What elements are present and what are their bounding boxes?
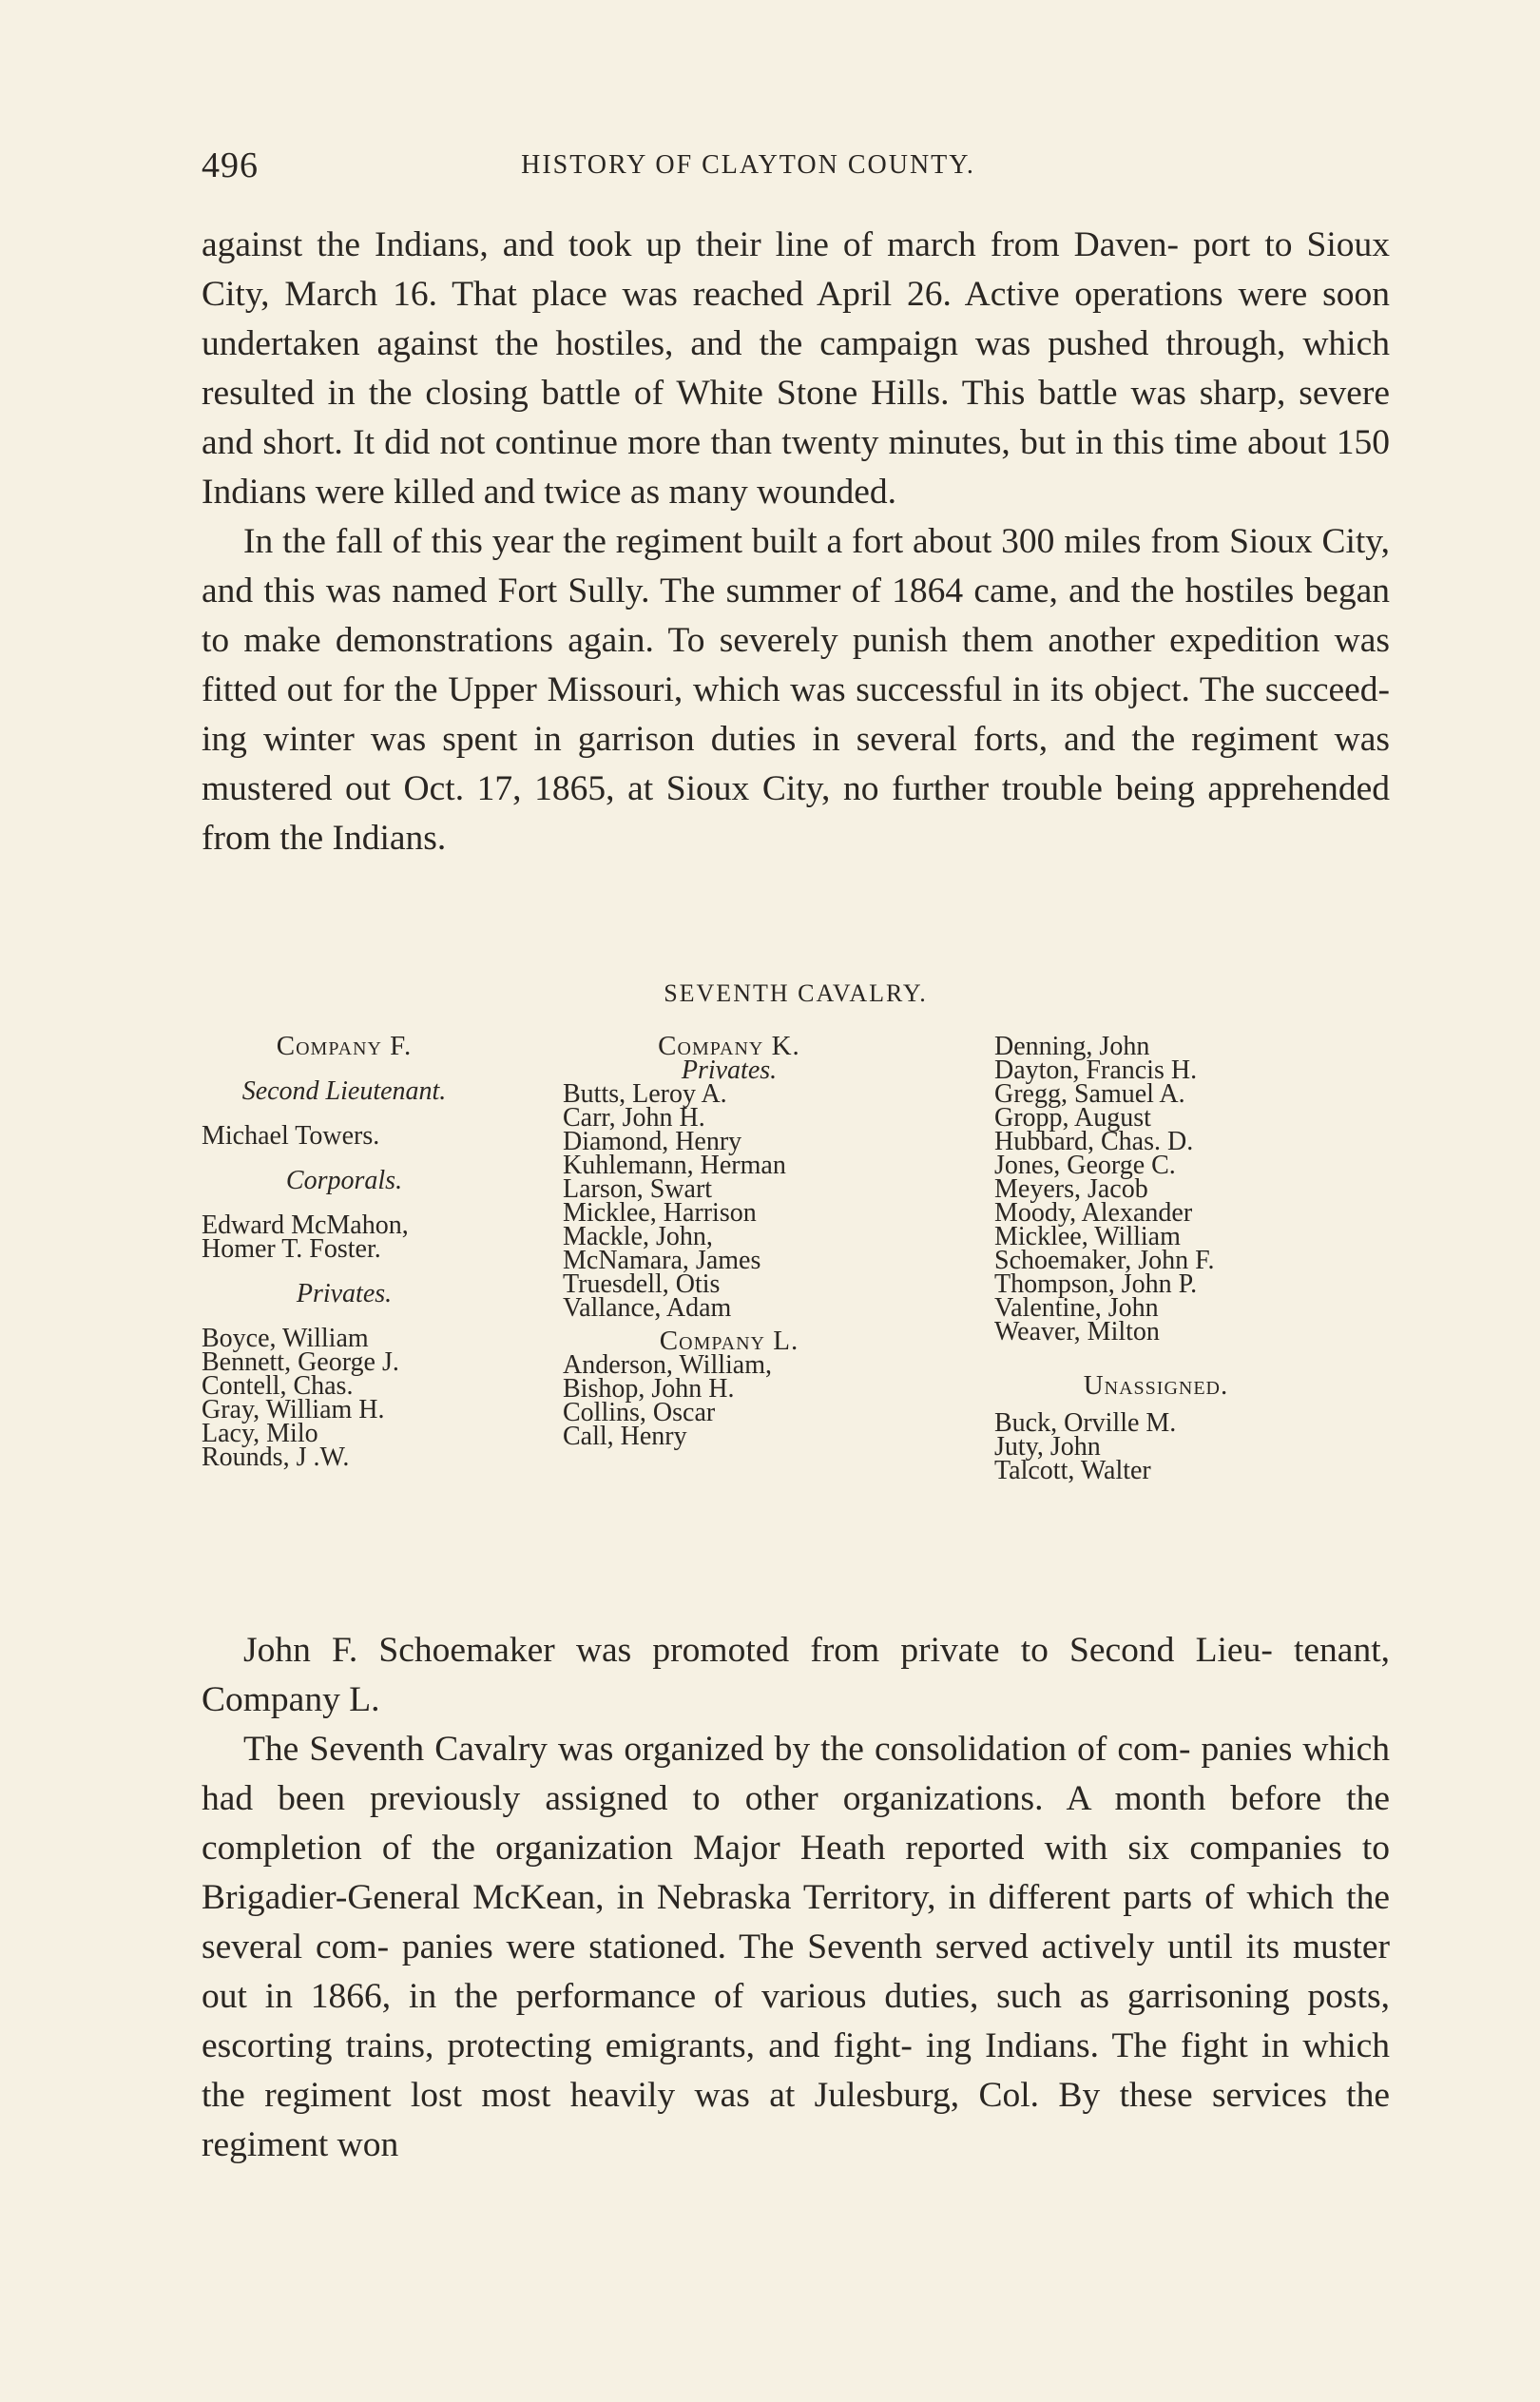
roster-name: Diamond, Henry bbox=[563, 1127, 742, 1156]
roster-name: Thompson, John P. bbox=[994, 1269, 1198, 1299]
roster-name: Schoemaker, John F. bbox=[994, 1246, 1215, 1275]
roster-name: Micklee, Harrison bbox=[563, 1198, 757, 1228]
roster-name: Butts, Leroy A. bbox=[563, 1079, 727, 1109]
company-heading: Company F. bbox=[276, 1031, 413, 1061]
roster-name: Carr, John H. bbox=[563, 1103, 705, 1133]
roster-name: Vallance, Adam bbox=[563, 1293, 732, 1323]
roster-name: Edward McMahon, bbox=[202, 1211, 409, 1240]
roster-name: Larson, Swart bbox=[563, 1174, 713, 1204]
roster-name: Lacy, Milo bbox=[202, 1419, 318, 1448]
roster-name: Hubbard, Chas. D. bbox=[994, 1127, 1194, 1156]
paragraph: In the fall of this year the regiment built a fort about 300 miles from Sioux City, and this was named Fort Sully. The summer of 1864 came, and the hostiles began to make demonstrations again. To severely punish them another expedition was fitted out for the Upper Missouri, which was successful in its object. The succeed- ing winter was spent in garrison duties in several forts, and the regiment was mustered out Oct. 17, 1865, at Sioux City, no further trouble being apprehended from the Indians. bbox=[202, 522, 1390, 858]
top-text-block bbox=[202, 221, 1390, 863]
roster-column-company-k-l bbox=[563, 1031, 895, 1451]
unassigned-heading: Unassigned. bbox=[1083, 1370, 1229, 1401]
roster-name: Meyers, Jacob bbox=[994, 1174, 1148, 1204]
roster-name: Buck, Orville M. bbox=[994, 1408, 1177, 1438]
company-heading: Company L. bbox=[659, 1326, 799, 1356]
running-title: HISTORY OF CLAYTON COUNTY. bbox=[521, 150, 975, 180]
roster-name: Contell, Chas. bbox=[202, 1371, 354, 1401]
page-number: 496 bbox=[202, 145, 259, 185]
roster-name: Anderson, William, bbox=[563, 1350, 772, 1380]
roster-name: Gregg, Samuel A. bbox=[994, 1079, 1185, 1109]
section-heading: SEVENTH CAVALRY. bbox=[664, 979, 928, 1007]
roster-name: Valentine, John bbox=[994, 1293, 1159, 1323]
roster-name: Rounds, J .W. bbox=[202, 1443, 350, 1472]
roster-name: Homer T. Foster. bbox=[202, 1234, 381, 1264]
roster-name: Moody, Alexander bbox=[994, 1198, 1193, 1228]
company-heading: Company K. bbox=[658, 1031, 800, 1061]
roster-name: Talcott, Walter bbox=[994, 1456, 1151, 1485]
roster-name: Weaver, Milton bbox=[994, 1317, 1160, 1346]
roster-name: Gropp, August bbox=[994, 1103, 1151, 1133]
roster-name: Kuhlemann, Herman bbox=[563, 1151, 786, 1180]
rank-heading: Privates. bbox=[296, 1279, 393, 1308]
roster-name: Bennett, George J. bbox=[202, 1347, 399, 1377]
roster-name: Collins, Oscar bbox=[563, 1398, 716, 1427]
roster-name: Jones, George C. bbox=[994, 1151, 1176, 1180]
roster-column-company-f bbox=[202, 1031, 487, 1472]
rank-heading: Second Lieutenant. bbox=[241, 1076, 447, 1106]
roster-name: Michael Towers. bbox=[202, 1121, 380, 1151]
rank-heading: Privates. bbox=[681, 1056, 778, 1085]
roster-name: Mackle, John, bbox=[563, 1222, 713, 1251]
rank-heading: Corporals. bbox=[285, 1166, 403, 1195]
roster-name: Micklee, William bbox=[994, 1222, 1181, 1251]
roster-name: Call, Henry bbox=[563, 1422, 687, 1451]
paragraph: against the Indians, and took up their line of march from Daven- port to Sioux City, March 16. That place was reached April 26. Active operations were soon undertaken against the hostiles, and the campaign was pushed through, which resulted in the closing battle of White Stone Hills. This battle was sharp, severe and short. It did not continue more than twenty minutes, but in this time about 150 Indians were killed and twice as many wounded. bbox=[202, 225, 1390, 512]
roster-name: Truesdell, Otis bbox=[563, 1269, 721, 1299]
roster-name: Dayton, Francis H. bbox=[994, 1056, 1198, 1085]
roster-name: Juty, John bbox=[994, 1432, 1101, 1462]
bottom-text-block bbox=[202, 1626, 1390, 2170]
roster-name: Denning, John bbox=[994, 1032, 1150, 1061]
roster-name: McNamara, James bbox=[563, 1246, 761, 1275]
paragraph: John F. Schoemaker was promoted from private to Second Lieu- tenant, Company L. bbox=[202, 1631, 1390, 1719]
roster-column-continued bbox=[994, 1032, 1318, 1485]
paragraph: The Seventh Cavalry was organized by the consolidation of com- panies which had been previously assigned to other organizations. A month before the completion of the organization Major Heath reported with six companies to Brigadier-General McKean, in Nebraska Territory, in different parts of which the several com- panies were stationed. The Seventh served actively until its muster out in 1866, in the performance of various duties, such as garrisoning posts, escorting trains, protecting emigrants, and fight- ing Indians. The fight in which the regiment lost most heavily was at Julesburg, Col. By these services the regiment won bbox=[202, 1730, 1390, 2164]
roster-name: Boyce, William bbox=[202, 1324, 369, 1353]
roster-name: Gray, William H. bbox=[202, 1395, 385, 1424]
roster-name: Bishop, John H. bbox=[563, 1374, 735, 1404]
page-header bbox=[202, 145, 1295, 192]
